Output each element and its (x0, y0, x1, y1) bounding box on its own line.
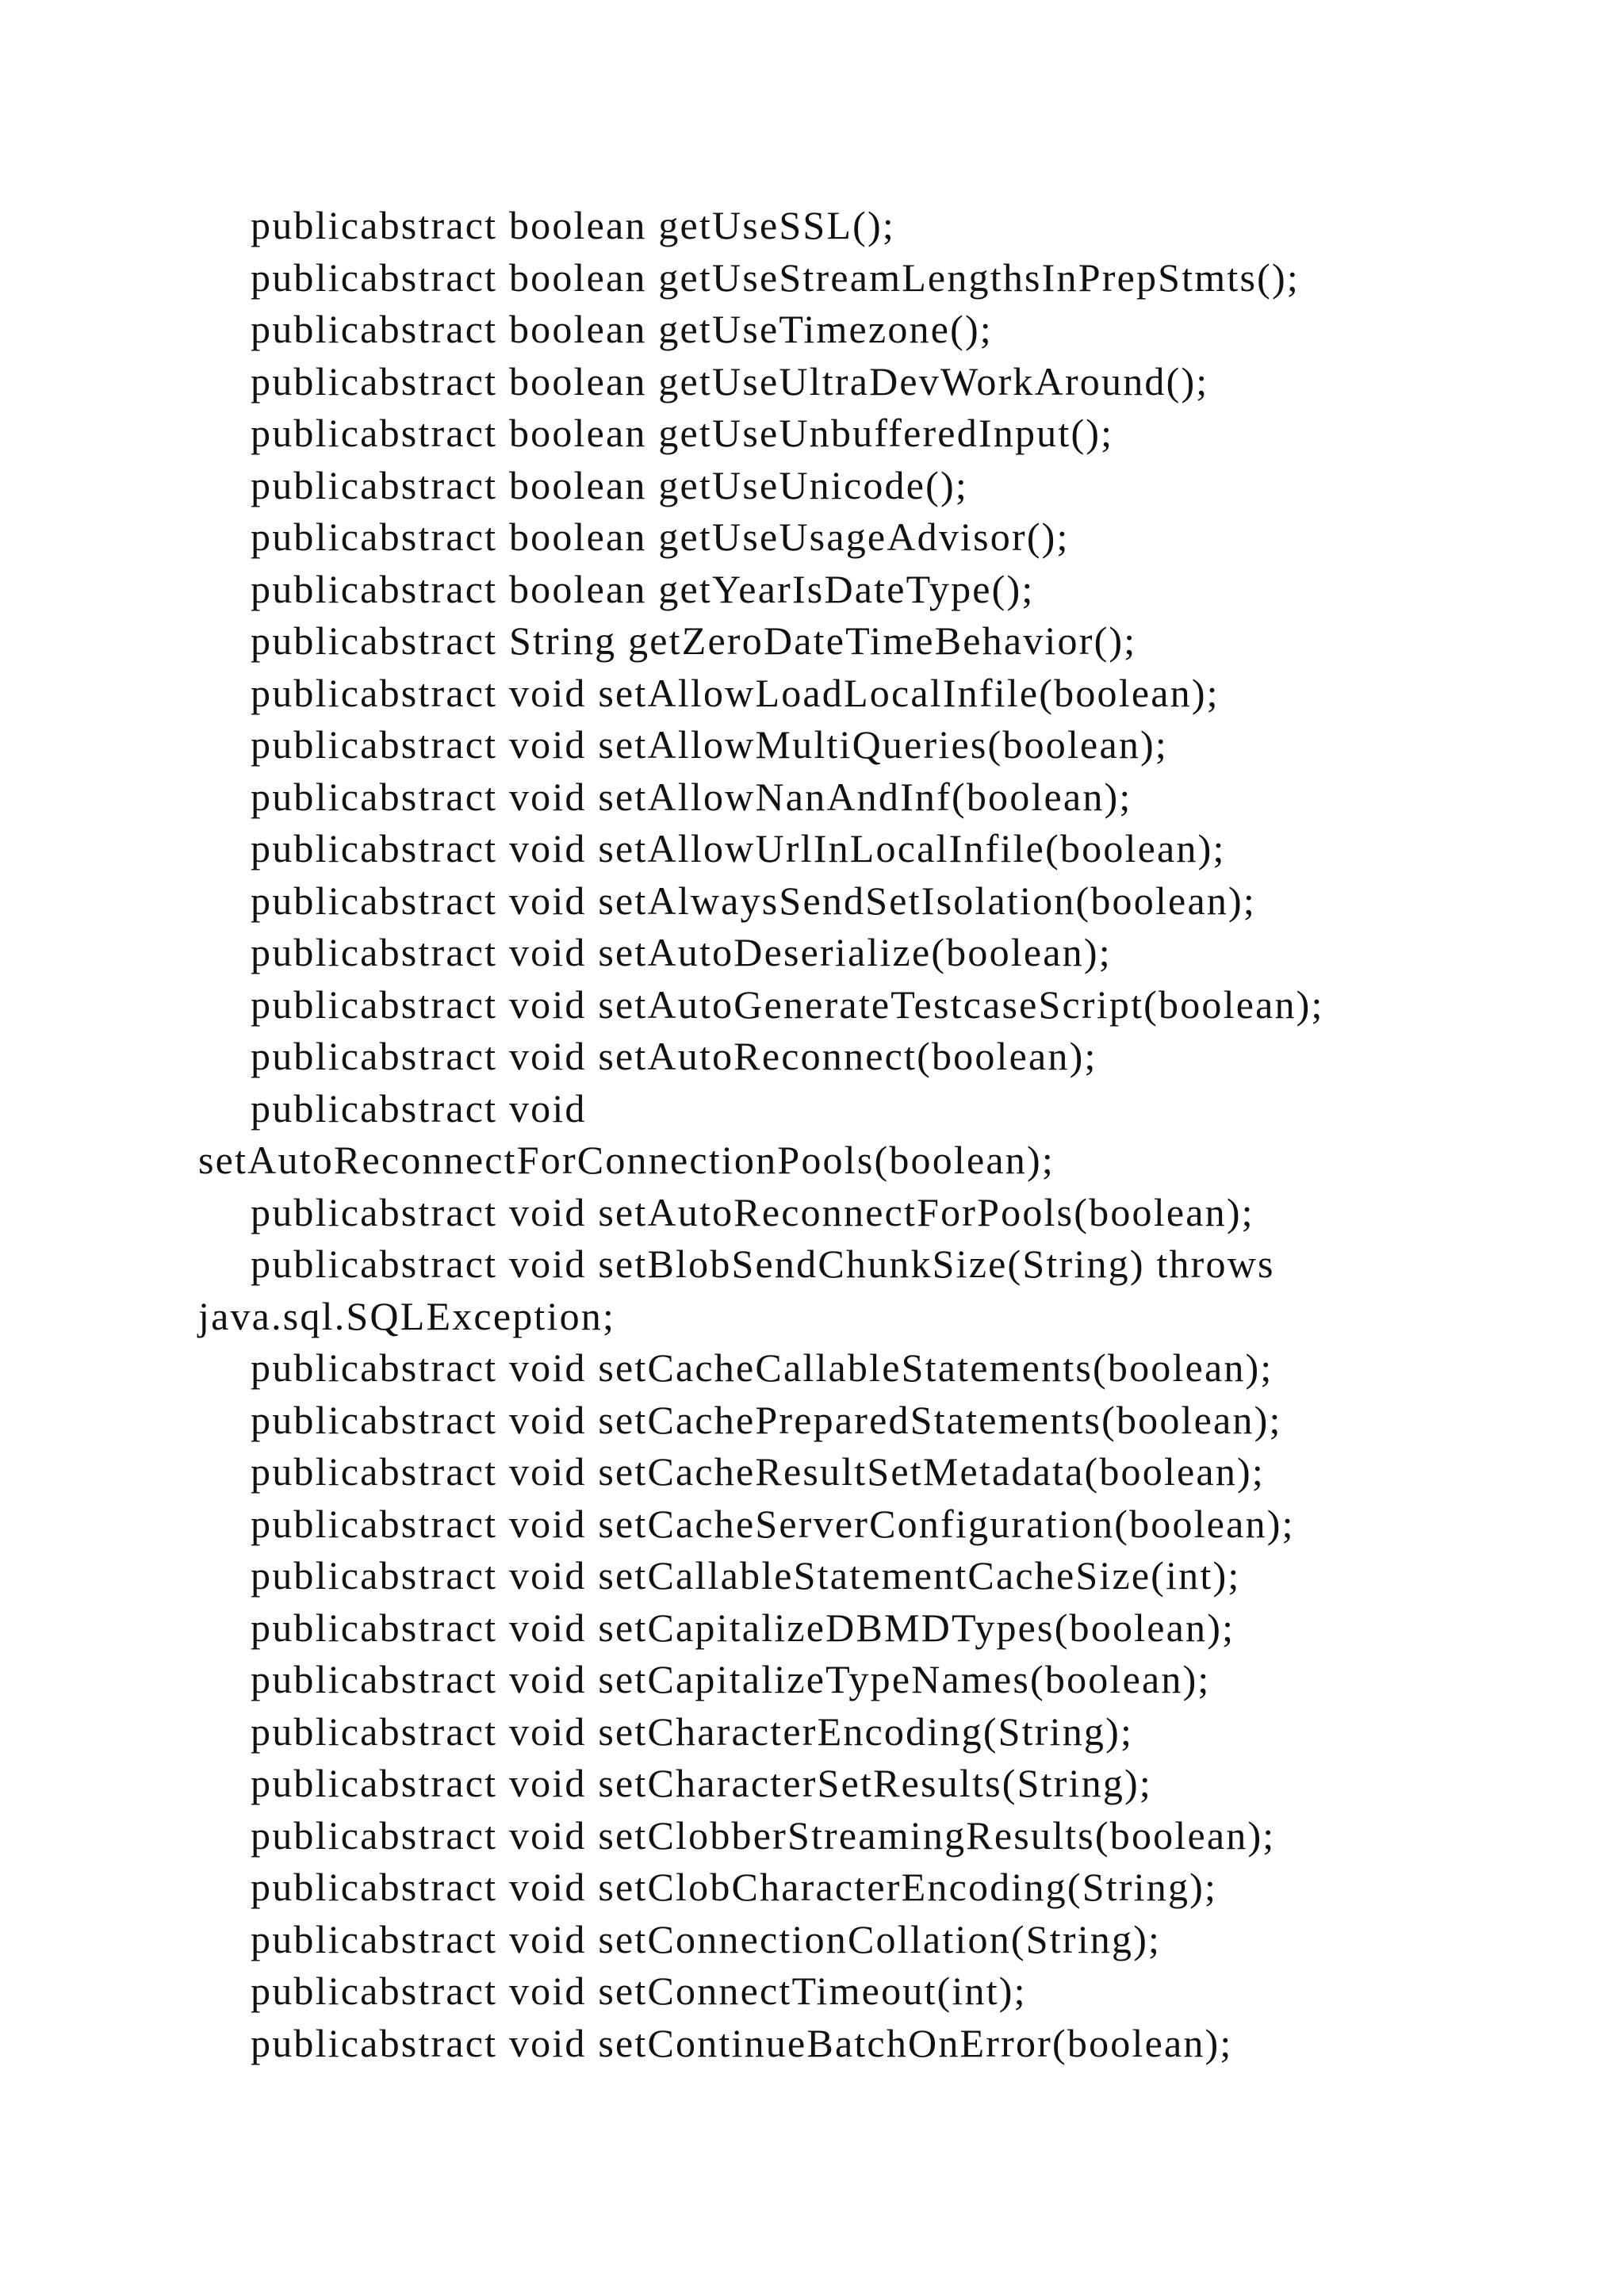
code-line: publicabstract void setAutoGenerateTestcaseScript(boolean); (251, 982, 1324, 1027)
code-line: publicabstract void setCachePreparedStatements(boolean); (251, 1397, 1282, 1442)
code-line: publicabstract void setCallableStatementCacheSize(int); (251, 1553, 1241, 1598)
code-line: publicabstract void setCacheResultSetMetadata(boolean); (251, 1449, 1265, 1494)
code-line: publicabstract boolean getUseTimezone(); (251, 307, 993, 351)
code-line: publicabstract void setAutoReconnectForPools(boolean); (251, 1189, 1254, 1234)
code-line: publicabstract void setConnectionCollation(String); (251, 1916, 1162, 1961)
code-line: publicabstract void setAllowNanAndInf(boolean); (251, 774, 1132, 819)
code-line: publicabstract void setConnectTimeout(int); (251, 1969, 1027, 2013)
code-line: publicabstract void setAutoDeserialize(boolean); (251, 930, 1112, 974)
code-line: publicabstract void setCharacterEncoding(String); (251, 1709, 1134, 1754)
code-line: publicabstract void setBlobSendChunkSize(String) throws (251, 1242, 1275, 1286)
code-line: publicabstract void setAutoReconnect(boolean); (251, 1034, 1097, 1078)
code-line: publicabstract void setCacheCallableStatements(boolean); (251, 1345, 1274, 1390)
code-line: publicabstract void setCapitalizeTypeNames(boolean); (251, 1657, 1211, 1701)
code-line-continuation: java.sql.SQLException; (198, 1293, 616, 1338)
code-line: publicabstract boolean getUseStreamLengthsInPrepStmts(); (251, 254, 1300, 300)
code-line-continuation: setAutoReconnectForConnectionPools(boolean); (198, 1138, 1055, 1182)
code-line: publicabstract void setAllowLoadLocalInfile(boolean); (251, 670, 1220, 715)
code-line: publicabstract void setAlwaysSendSetIsolation(boolean); (251, 878, 1256, 923)
code-line: publicabstract String getZeroDateTimeBehavior(); (251, 618, 1137, 663)
code-line: publicabstract boolean getUseUnbufferedInput(); (251, 411, 1114, 455)
code-line: publicabstract void setClobberStreamingResults(boolean); (251, 1812, 1276, 1858)
code-line: publicabstract void setContinueBatchOnError(boolean); (251, 2020, 1233, 2065)
code-line: publicabstract boolean getUseUltraDevWorkAround(); (251, 358, 1209, 404)
code-listing (198, 200, 1467, 2069)
code-line: publicabstract void setCapitalizeDBMDTypes(boolean); (251, 1605, 1235, 1650)
code-line: publicabstract boolean getUseUsageAdvisor(); (251, 515, 1070, 559)
code-line: publicabstract boolean getUseUnicode(); (251, 462, 968, 507)
code-line: publicabstract void (251, 1085, 587, 1131)
code-line: publicabstract void setClobCharacterEncoding(String); (251, 1865, 1218, 1909)
code-line: publicabstract void setAllowUrlInLocalInfile(boolean); (251, 826, 1226, 871)
code-line: publicabstract boolean getUseSSL(); (251, 203, 895, 247)
code-line: publicabstract void setCharacterSetResults(String); (251, 1761, 1152, 1805)
code-line: publicabstract boolean getYearIsDateType(); (251, 566, 1035, 611)
code-line: publicabstract void setAllowMultiQueries(boolean); (251, 722, 1168, 767)
code-line: publicabstract void setCacheServerConfiguration(boolean); (251, 1501, 1295, 1546)
